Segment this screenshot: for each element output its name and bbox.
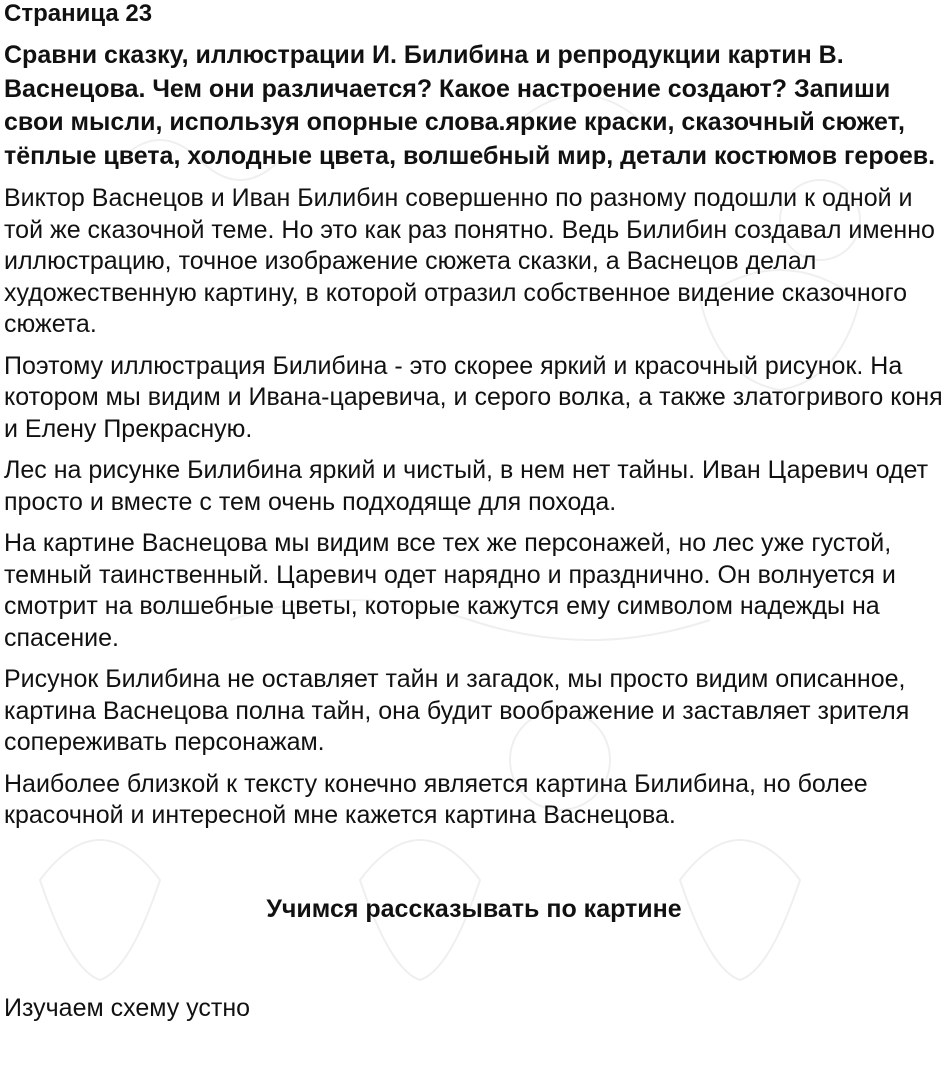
paragraph-1: Виктор Васнецов и Иван Билибин совершенно по разному подошли к одной и той же сказочной теме. Но это как раз понятно. Ведь Билибин создавал именно иллюстрацию, точное изображение сюжета сказки, а Васнецов делал художественную картину, в которой отразил собственное видение сказочного сюжета. xyxy=(4,184,935,338)
paragraph-5: Рисунок Билибина не оставляет тайн и загадок, мы просто видим описанное, картина Васнецова полна тайн, она будит воображение и заставляет зрителя сопереживать персонажам. xyxy=(4,665,910,756)
paragraph-2: Поэтому иллюстрация Билибина - это скорее яркий и красочный рисунок. На котором мы видим и Ивана-царевича, и серого волка, а также златогривого коня и Елену Прекрасную. xyxy=(4,351,943,443)
task-text: Сравни сказку, иллюстрации И. Билибина и репродукции картин В. Васнецова. Чем они различается? Какое настроение создают? Запиши свои мысли, используя опорные слова.яркие краски, сказочный сюжет, тёплые цвета, холодные цвета, волшебный мир, детали костюмов героев. xyxy=(4,41,936,170)
page-title: Страница 23 xyxy=(4,0,153,27)
paragraph-4: На картине Васнецова мы видим все тех же персонажей, но лес уже густой, темный таинственный. Царевич одет нарядно и празднично. Он волнуется и смотрит на волшебные цветы, которые кажутся ему символом надежды на спасение. xyxy=(4,529,896,652)
closing-line: Изучаем схему устно xyxy=(4,993,251,1022)
section-heading: Учимся рассказывать по картине xyxy=(266,894,682,923)
paragraph-3: Лес на рисунке Билибина яркий и чистый, в нем нет тайны. Иван Царевич одет просто и вместе с тем очень подходяще для похода. xyxy=(4,456,929,516)
paragraph-6: Наиболее близкой к тексту конечно является картина Билибина, но более красочной и интересной мне кажется картина Васнецова. xyxy=(4,769,868,829)
